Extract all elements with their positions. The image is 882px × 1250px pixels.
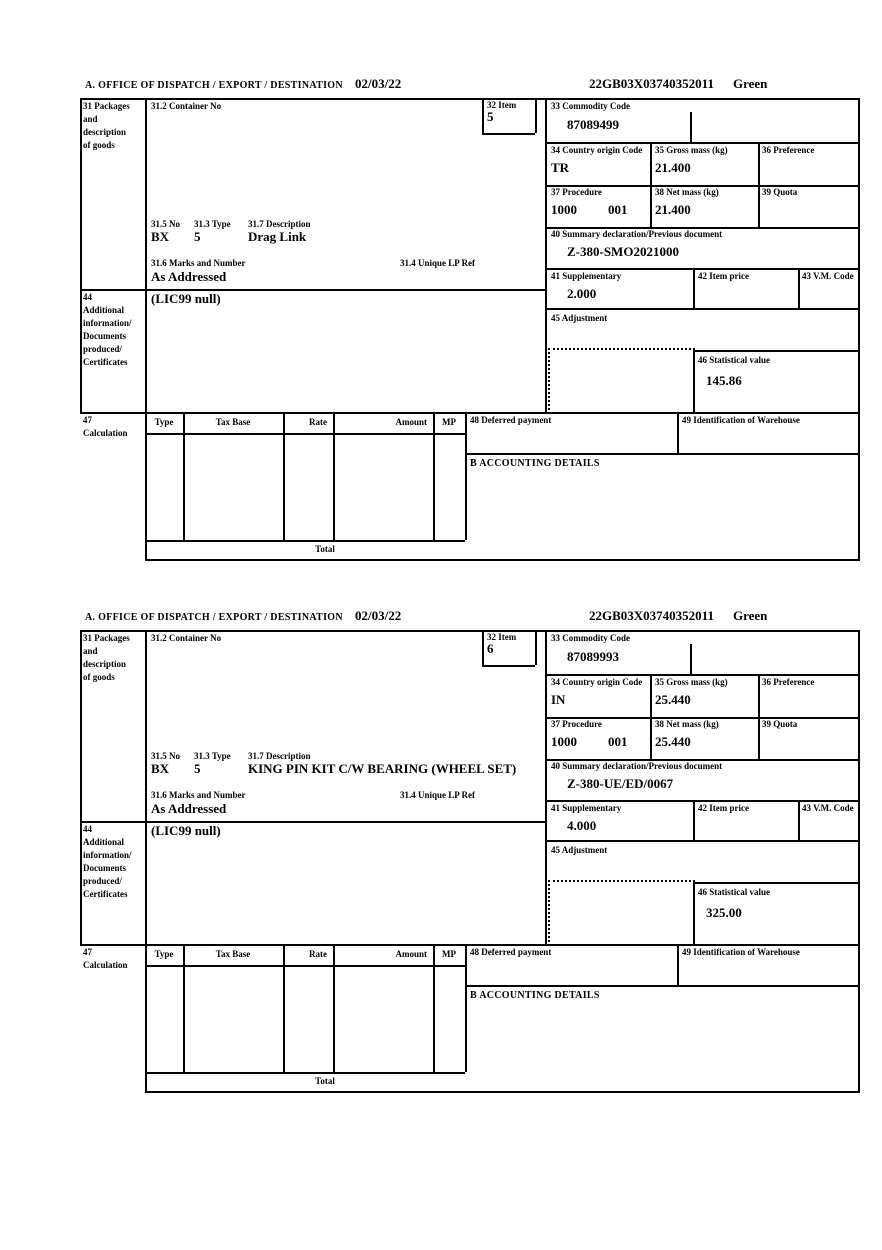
commodity-code-label: 33 Commodity Code	[551, 633, 630, 643]
additional-information: (LIC99 null)	[151, 823, 221, 838]
preference-label: 36 Preference	[762, 677, 815, 687]
commodity-code: 87089993	[567, 649, 619, 664]
grid-line	[145, 1091, 860, 1093]
additional-info-label: produced/	[83, 344, 122, 354]
marks-value: As Addressed	[151, 269, 227, 284]
grid-line	[545, 840, 860, 842]
amount-header: Amount	[395, 949, 427, 959]
grid-line	[482, 133, 535, 135]
grid-line	[545, 98, 547, 412]
declaration-date: 02/03/22	[355, 76, 402, 91]
grid-line	[798, 800, 800, 840]
vm-code-label: 43 V.M. Code	[802, 803, 854, 813]
previous-document: Z-380-UE/ED/0067	[567, 776, 674, 791]
packages-label: of goods	[83, 672, 115, 682]
rate-header: Rate	[309, 417, 327, 427]
adjustment-dotted-box	[548, 880, 695, 946]
vm-code-label: 43 V.M. Code	[802, 271, 854, 281]
mrn-value: 22GB03X03740352011	[589, 76, 714, 91]
grid-line	[545, 674, 860, 676]
grid-line	[145, 965, 465, 967]
grid-line	[80, 289, 545, 291]
grid-line	[145, 433, 465, 435]
grid-line	[465, 412, 467, 540]
total-label: Total	[315, 1076, 335, 1086]
grid-line	[80, 944, 860, 946]
grid-line	[465, 944, 467, 1072]
additional-info-label: Documents	[83, 331, 126, 341]
calculation-label: 47	[83, 947, 92, 957]
grid-line	[80, 630, 860, 632]
country-origin-label: 34 Country origin Code	[551, 145, 643, 155]
preference-label: 36 Preference	[762, 145, 815, 155]
customs-item-form-1	[0, 0, 882, 554]
previous-document-label: 40 Summary declaration/Previous document	[551, 761, 723, 771]
grid-line	[80, 630, 82, 944]
packages-type: 5	[194, 229, 201, 244]
calculation-label: Calculation	[83, 960, 128, 970]
lp-ref-label: 31.4 Unique LP Ref	[400, 258, 476, 268]
previous-document: Z-380-SMO2021000	[567, 244, 679, 259]
supplementary-units: 4.000	[567, 818, 597, 833]
deferred-payment-label: 48 Deferred payment	[470, 415, 552, 425]
country-origin: TR	[551, 160, 570, 175]
country-origin: IN	[551, 692, 566, 707]
previous-document-label: 40 Summary declaration/Previous document	[551, 229, 723, 239]
grid-line	[693, 350, 860, 352]
grid-line	[677, 412, 679, 453]
goods-description: KING PIN KIT C/W BEARING (WHEEL SET)	[248, 761, 517, 776]
container-no-label: 31.2 Container No	[151, 101, 222, 111]
item-number-label: 32 Item	[487, 632, 517, 642]
item-price-label: 42 Item price	[698, 803, 749, 813]
grid-line	[858, 98, 860, 561]
accounting-details-label: B ACCOUNTING DETAILS	[470, 990, 600, 1001]
warehouse-id-label: 49 Identification of Warehouse	[682, 415, 800, 425]
grid-line	[535, 630, 537, 665]
additional-info-label: information/	[83, 318, 132, 328]
tax-type-header: Type	[154, 949, 174, 959]
country-origin-label: 34 Country origin Code	[551, 677, 643, 687]
supplementary-label: 41 Supplementary	[551, 803, 622, 813]
grid-line	[183, 412, 185, 540]
total-label: Total	[315, 544, 335, 554]
procedure-code: 1000	[551, 734, 577, 749]
grid-line	[333, 944, 335, 1072]
statistical-value: 145.86	[706, 373, 742, 388]
grid-line	[758, 674, 760, 759]
grid-line	[650, 142, 652, 227]
grid-line	[433, 944, 435, 1072]
tax-type-header: Type	[154, 417, 174, 427]
gross-mass-label: 35 Gross mass (kg)	[655, 677, 728, 687]
warehouse-id-label: 49 Identification of Warehouse	[682, 947, 800, 957]
routing-indicator: Green	[733, 76, 768, 91]
additional-info-label: produced/	[83, 876, 122, 886]
declaration-date: 02/03/22	[355, 608, 402, 623]
gross-mass-label: 35 Gross mass (kg)	[655, 145, 728, 155]
gross-mass: 21.400	[655, 160, 691, 175]
item-number: 6	[487, 641, 494, 656]
packages-label: description	[83, 659, 127, 669]
net-mass-label: 38 Net mass (kg)	[655, 187, 719, 197]
additional-info-label: Additional	[83, 305, 125, 315]
net-mass-label: 38 Net mass (kg)	[655, 719, 719, 729]
procedure-code: 1000	[551, 202, 577, 217]
procedure-code-2: 001	[608, 734, 628, 749]
grid-line	[693, 800, 695, 840]
grid-line	[545, 800, 860, 802]
packages-no-label: 31.5 No	[151, 219, 180, 229]
grid-line	[80, 412, 860, 414]
net-mass: 25.440	[655, 734, 691, 749]
additional-info-label: information/	[83, 850, 132, 860]
marks-label: 31.6 Marks and Number	[151, 258, 246, 268]
packages-label: of goods	[83, 140, 115, 150]
description-label: 31.7 Description	[248, 219, 311, 229]
quota-label: 39 Quota	[762, 187, 798, 197]
procedure-code-2: 001	[608, 202, 628, 217]
grid-line	[482, 665, 535, 667]
goods-description: Drag Link	[248, 229, 307, 244]
lp-ref-label: 31.4 Unique LP Ref	[400, 790, 476, 800]
procedure-label: 37 Procedure	[551, 719, 602, 729]
grid-line	[798, 268, 800, 308]
container-no-label: 31.2 Container No	[151, 633, 222, 643]
tax-base-header: Tax Base	[215, 417, 251, 427]
customs-item-form-2	[0, 532, 882, 1086]
grid-line	[465, 453, 860, 455]
grid-line	[693, 882, 860, 884]
accounting-details-label: B ACCOUNTING DETAILS	[470, 458, 600, 469]
grid-line	[690, 112, 692, 142]
marks-value: As Addressed	[151, 801, 227, 816]
gross-mass: 25.440	[655, 692, 691, 707]
additional-info-label: Additional	[83, 837, 125, 847]
adjustment-label: 45 Adjustment	[551, 845, 608, 855]
grid-line	[677, 944, 679, 985]
grid-line	[333, 412, 335, 540]
packages-type-label: 31.3 Type	[194, 219, 231, 229]
grid-line	[545, 630, 547, 944]
item-number-label: 32 Item	[487, 100, 517, 110]
grid-line	[183, 944, 185, 1072]
additional-info-label: 44	[83, 292, 92, 302]
statistical-value-label: 46 Statistical value	[698, 887, 770, 897]
grid-line	[283, 412, 285, 540]
grid-line	[80, 98, 860, 100]
grid-line	[758, 142, 760, 227]
packages-label: 31 Packages	[83, 101, 130, 111]
adjustment-dotted-box	[548, 348, 695, 414]
grid-line	[433, 412, 435, 540]
grid-line	[145, 630, 147, 1093]
description-label: 31.7 Description	[248, 751, 311, 761]
additional-info-label: Certificates	[83, 357, 128, 367]
packages-no: BX	[151, 761, 170, 776]
grid-line	[80, 98, 82, 412]
packages-label: and	[83, 114, 98, 124]
tax-base-header: Tax Base	[215, 949, 251, 959]
supplementary-label: 41 Supplementary	[551, 271, 622, 281]
net-mass: 21.400	[655, 202, 691, 217]
additional-info-label: Certificates	[83, 889, 128, 899]
calculation-label: Calculation	[83, 428, 128, 438]
grid-line	[545, 268, 860, 270]
adjustment-label: 45 Adjustment	[551, 313, 608, 323]
grid-line	[80, 821, 545, 823]
statistical-value-label: 46 Statistical value	[698, 355, 770, 365]
grid-line	[145, 1072, 465, 1074]
grid-line	[465, 985, 860, 987]
commodity-code-label: 33 Commodity Code	[551, 101, 630, 111]
grid-line	[482, 630, 484, 665]
grid-line	[545, 308, 860, 310]
grid-line	[693, 268, 695, 308]
mp-header: MP	[442, 949, 456, 959]
office-of-dispatch-label: A. OFFICE OF DISPATCH / EXPORT / DESTINATION	[85, 80, 343, 91]
grid-line	[535, 98, 537, 133]
quota-label: 39 Quota	[762, 719, 798, 729]
packages-no: BX	[151, 229, 170, 244]
packages-label: description	[83, 127, 127, 137]
grid-line	[690, 644, 692, 674]
marks-label: 31.6 Marks and Number	[151, 790, 246, 800]
grid-line	[545, 142, 860, 144]
routing-indicator: Green	[733, 608, 768, 623]
packages-label: 31 Packages	[83, 633, 130, 643]
packages-type: 5	[194, 761, 201, 776]
grid-line	[858, 630, 860, 1093]
grid-line	[650, 674, 652, 759]
office-of-dispatch-label: A. OFFICE OF DISPATCH / EXPORT / DESTINATION	[85, 612, 343, 623]
mrn-value: 22GB03X03740352011	[589, 608, 714, 623]
procedure-label: 37 Procedure	[551, 187, 602, 197]
rate-header: Rate	[309, 949, 327, 959]
supplementary-units: 2.000	[567, 286, 597, 301]
grid-line	[482, 98, 484, 133]
deferred-payment-label: 48 Deferred payment	[470, 947, 552, 957]
item-price-label: 42 Item price	[698, 271, 749, 281]
commodity-code: 87089499	[567, 117, 619, 132]
calculation-label: 47	[83, 415, 92, 425]
mp-header: MP	[442, 417, 456, 427]
amount-header: Amount	[395, 417, 427, 427]
additional-info-label: Documents	[83, 863, 126, 873]
statistical-value: 325.00	[706, 905, 742, 920]
item-number: 5	[487, 109, 494, 124]
additional-info-label: 44	[83, 824, 92, 834]
additional-information: (LIC99 null)	[151, 291, 221, 306]
grid-line	[283, 944, 285, 1072]
packages-type-label: 31.3 Type	[194, 751, 231, 761]
grid-line	[145, 98, 147, 561]
packages-no-label: 31.5 No	[151, 751, 180, 761]
packages-label: and	[83, 646, 98, 656]
